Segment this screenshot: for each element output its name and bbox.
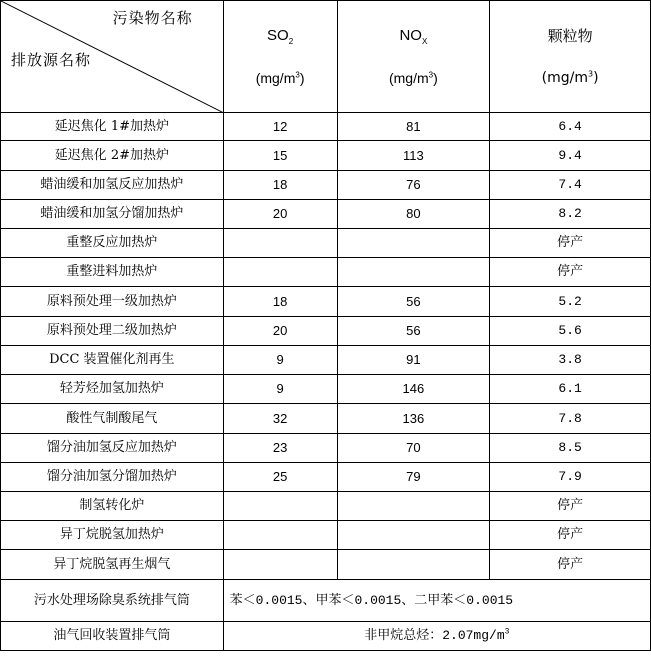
- pm-unit: [490, 68, 650, 88]
- pm-header: [490, 1, 651, 113]
- so2-cell: [223, 492, 337, 521]
- so2-cell: [223, 229, 337, 258]
- so2-unit: [224, 68, 337, 88]
- source-cell: 原料预处理二级加热炉: [1, 317, 224, 346]
- unit-suffix: ): [593, 69, 599, 86]
- so2-cell: 20: [223, 200, 337, 229]
- unit-sup: 3: [588, 68, 594, 78]
- pm-cell: 停产: [490, 492, 651, 521]
- pm-cell: 3.8: [490, 346, 651, 375]
- nox-text: NO: [399, 26, 422, 44]
- pm-cell: 7.4: [490, 171, 651, 200]
- wastewater-row: [1, 580, 651, 622]
- nox-cell: 76: [337, 171, 490, 200]
- nox-cell: 70: [337, 434, 490, 463]
- vapor-value-sup: 3: [504, 627, 510, 637]
- source-cell: 轻芳烃加氢加热炉: [1, 375, 224, 404]
- table-row: [1, 434, 651, 463]
- pm-text: 颗粒物: [547, 26, 593, 45]
- table-row: [1, 375, 651, 404]
- nox-cell: 136: [337, 404, 490, 434]
- source-cell: 异丁烷脱氢再生烟气: [1, 550, 224, 580]
- pm-cell: 7.9: [490, 463, 651, 492]
- pm-cell: 5.2: [490, 287, 651, 317]
- so2-cell: [223, 550, 337, 580]
- so2-cell: [223, 521, 337, 550]
- nox-cell: 79: [337, 463, 490, 492]
- so2-cell: 12: [223, 113, 337, 141]
- pm-cell: 6.4: [490, 113, 651, 141]
- pm-cell: 停产: [490, 550, 651, 580]
- nox-cell: [337, 258, 490, 287]
- source-cell: 污水处理场除臭系统排气筒: [1, 580, 224, 622]
- so2-text: SO: [267, 26, 289, 44]
- table-row: [1, 258, 651, 287]
- unit-text: (mg/m: [541, 69, 588, 86]
- unit-text: (mg/m: [255, 69, 296, 86]
- nox-cell: [337, 550, 490, 580]
- source-cell: 原料预处理一级加热炉: [1, 287, 224, 317]
- nox-cell: 81: [337, 113, 490, 141]
- pollutant-name-label: 污染物名称: [112, 9, 193, 27]
- nox-cell: 113: [337, 141, 490, 171]
- table-row: [1, 229, 651, 258]
- source-cell: 重整进料加热炉: [1, 258, 224, 287]
- nox-cell: 56: [337, 317, 490, 346]
- nox-cell: 146: [337, 375, 490, 404]
- table-row: [1, 521, 651, 550]
- nox-cell: [337, 521, 490, 550]
- unit-sup: 3: [295, 69, 300, 79]
- source-cell: 蜡油缓和加氢分馏加热炉: [1, 200, 224, 229]
- pm-cell: 5.6: [490, 317, 651, 346]
- wastewater-value-cell: 苯＜0.0015、甲苯＜0.0015、二甲苯＜0.0015: [223, 580, 650, 622]
- pm-cell: 8.2: [490, 200, 651, 229]
- nox-unit: [338, 68, 490, 88]
- so2-cell: 20: [223, 317, 337, 346]
- source-cell: 延迟焦化 2#加热炉: [1, 141, 224, 171]
- pm-cell: 6.1: [490, 375, 651, 404]
- nox-cell: 80: [337, 200, 490, 229]
- source-cell: DCC 装置催化剂再生: [1, 346, 224, 375]
- table-row: [1, 404, 651, 434]
- so2-cell: 18: [223, 171, 337, 200]
- so2-cell: 9: [223, 375, 337, 404]
- source-cell: 油气回收装置排气筒: [1, 622, 224, 651]
- nox-cell: 56: [337, 287, 490, 317]
- so2-cell: [223, 258, 337, 287]
- nox-cell: [337, 229, 490, 258]
- pm-cell: 9.4: [490, 141, 651, 171]
- table-row: [1, 463, 651, 492]
- so2-cell: 15: [223, 141, 337, 171]
- source-cell: 重整反应加热炉: [1, 229, 224, 258]
- so2-sub: 2: [288, 36, 294, 46]
- unit-text: (mg/m: [388, 69, 429, 86]
- unit-sup: 3: [428, 69, 434, 79]
- header-diagonal-cell: [1, 1, 224, 113]
- source-cell: 异丁烷脱氢加热炉: [1, 521, 224, 550]
- source-cell: 馏分油加氢分馏加热炉: [1, 463, 224, 492]
- header-row: [1, 1, 651, 113]
- pm-cell: 停产: [490, 229, 651, 258]
- table-row: [1, 317, 651, 346]
- nox-cell: [337, 492, 490, 521]
- source-cell: 酸性气制酸尾气: [1, 404, 224, 434]
- so2-cell: 32: [223, 404, 337, 434]
- pm-cell: 7.8: [490, 404, 651, 434]
- vapor-recovery-row: [1, 622, 651, 651]
- table-row: [1, 346, 651, 375]
- source-name-label: 排放源名称: [11, 51, 92, 69]
- so2-header: [223, 1, 337, 113]
- source-cell: 延迟焦化 1#加热炉: [1, 113, 224, 141]
- vapor-value-text: 非甲烷总烃：2.07mg/m: [364, 628, 505, 643]
- pm-cell: 停产: [490, 258, 651, 287]
- so2-cell: 9: [223, 346, 337, 375]
- pm-cell: 8.5: [490, 434, 651, 463]
- vapor-value-cell: [223, 622, 650, 651]
- so2-cell: 23: [223, 434, 337, 463]
- nox-sub: X: [421, 36, 428, 46]
- table-row: [1, 171, 651, 200]
- source-cell: 制氢转化炉: [1, 492, 224, 521]
- table-row: [1, 287, 651, 317]
- table-row: [1, 492, 651, 521]
- so2-cell: 18: [223, 287, 337, 317]
- table-row: [1, 141, 651, 171]
- table-row: [1, 113, 651, 141]
- pm-cell: 停产: [490, 521, 651, 550]
- source-cell: 馏分油加氢反应加热炉: [1, 434, 224, 463]
- nox-header: [337, 1, 490, 113]
- table-row: [1, 200, 651, 229]
- unit-suffix: ): [299, 69, 305, 86]
- source-cell: 蜡油缓和加氢反应加热炉: [1, 171, 224, 200]
- nox-cell: 91: [337, 346, 490, 375]
- so2-cell: 25: [223, 463, 337, 492]
- table-row: [1, 550, 651, 580]
- unit-suffix: ): [433, 69, 438, 86]
